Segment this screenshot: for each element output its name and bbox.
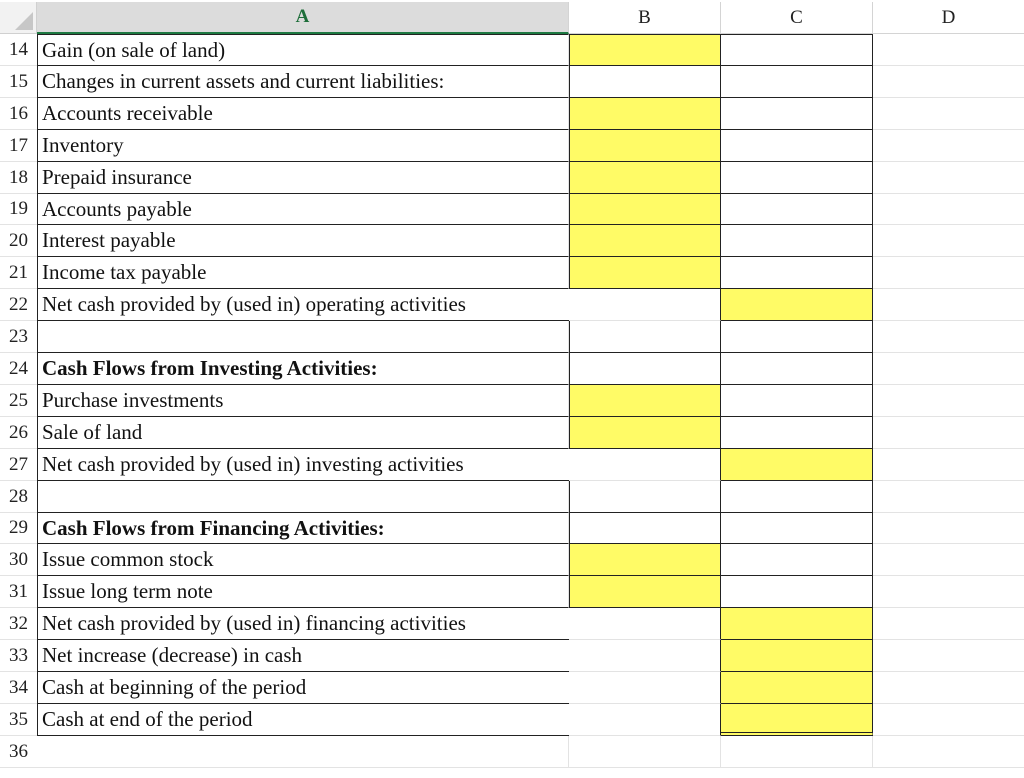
cell-empty-d[interactable] bbox=[873, 162, 1024, 194]
cell-amount-c[interactable] bbox=[721, 513, 873, 544]
cell-amount-c[interactable] bbox=[721, 449, 873, 481]
column-header-c[interactable]: C bbox=[721, 2, 873, 34]
cell-label[interactable]: Issue common stock bbox=[37, 544, 569, 576]
row-header[interactable]: 24 bbox=[0, 353, 37, 385]
cell-amount-c[interactable] bbox=[721, 66, 873, 98]
cell-amount-c[interactable] bbox=[721, 544, 873, 576]
cell-empty-d[interactable] bbox=[873, 385, 1024, 417]
row-header[interactable]: 14 bbox=[0, 34, 37, 66]
cell-amount-b[interactable] bbox=[569, 640, 721, 672]
cell-amount-b[interactable] bbox=[569, 225, 721, 257]
cell-label[interactable]: Prepaid insurance bbox=[37, 162, 569, 194]
cell-label[interactable]: Changes in current assets and current liabilities: bbox=[37, 66, 569, 98]
row-header[interactable]: 19 bbox=[0, 194, 37, 225]
cell-amount-b[interactable] bbox=[569, 736, 721, 768]
cell-label[interactable] bbox=[37, 321, 569, 353]
cell-empty-d[interactable] bbox=[873, 66, 1024, 98]
cell-empty-d[interactable] bbox=[873, 289, 1024, 321]
cell-amount-b[interactable] bbox=[569, 481, 721, 513]
cell-empty-d[interactable] bbox=[873, 704, 1024, 736]
cell-empty-d[interactable] bbox=[873, 449, 1024, 481]
cell-label[interactable]: Inventory bbox=[37, 130, 569, 162]
row-header[interactable]: 30 bbox=[0, 544, 37, 576]
cell-empty-d[interactable] bbox=[873, 481, 1024, 513]
cell-label[interactable]: Income tax payable bbox=[37, 257, 569, 289]
cell-empty-d[interactable] bbox=[873, 130, 1024, 162]
row-header[interactable]: 25 bbox=[0, 385, 37, 417]
column-header-d[interactable]: D bbox=[873, 2, 1024, 34]
cell-amount-b[interactable] bbox=[569, 576, 721, 608]
cell-amount-c[interactable] bbox=[721, 385, 873, 417]
cell-amount-b[interactable] bbox=[569, 513, 721, 544]
cell-amount-c[interactable] bbox=[721, 353, 873, 385]
cell-label[interactable]: Purchase investments bbox=[37, 385, 569, 417]
cell-amount-c[interactable] bbox=[721, 98, 873, 130]
row-header[interactable]: 34 bbox=[0, 672, 37, 704]
cell-label[interactable]: Cash Flows from Investing Activities: bbox=[37, 353, 569, 385]
cell-amount-c[interactable] bbox=[721, 225, 873, 257]
cell-empty-d[interactable] bbox=[873, 672, 1024, 704]
row-header[interactable]: 18 bbox=[0, 162, 37, 194]
column-header-b[interactable]: B bbox=[569, 2, 721, 34]
cell-empty-d[interactable] bbox=[873, 34, 1024, 66]
cell-amount-b[interactable] bbox=[569, 321, 721, 353]
cell-amount-b[interactable] bbox=[569, 66, 721, 98]
cell-amount-b[interactable] bbox=[569, 608, 721, 640]
cell-amount-c[interactable] bbox=[721, 257, 873, 289]
cell-empty-d[interactable] bbox=[873, 321, 1024, 353]
cell-empty-d[interactable] bbox=[873, 513, 1024, 544]
cell-label[interactable]: Cash Flows from Financing Activities: bbox=[37, 513, 569, 544]
cell-amount-c[interactable] bbox=[721, 162, 873, 194]
cell-label[interactable] bbox=[37, 736, 569, 768]
cell-amount-b[interactable] bbox=[569, 544, 721, 576]
cell-amount-c[interactable] bbox=[721, 608, 873, 640]
cell-amount-b[interactable] bbox=[569, 162, 721, 194]
cell-empty-d[interactable] bbox=[873, 576, 1024, 608]
row-header[interactable]: 29 bbox=[0, 513, 37, 544]
cell-label[interactable]: Net cash provided by (used in) operating activities bbox=[37, 289, 569, 321]
cell-empty-d[interactable] bbox=[873, 225, 1024, 257]
cell-empty-d[interactable] bbox=[873, 640, 1024, 672]
cell-amount-c[interactable] bbox=[721, 130, 873, 162]
cell-amount-c[interactable] bbox=[721, 417, 873, 449]
cell-amount-b[interactable] bbox=[569, 34, 721, 66]
cell-label[interactable] bbox=[37, 481, 569, 513]
cell-amount-c[interactable] bbox=[721, 194, 873, 225]
cell-amount-c[interactable] bbox=[721, 576, 873, 608]
cell-amount-c[interactable] bbox=[721, 704, 873, 736]
cell-amount-c[interactable] bbox=[721, 321, 873, 353]
cell-empty-d[interactable] bbox=[873, 417, 1024, 449]
cell-label[interactable]: Net increase (decrease) in cash bbox=[37, 640, 569, 672]
row-header[interactable]: 17 bbox=[0, 130, 37, 162]
row-header[interactable]: 22 bbox=[0, 289, 37, 321]
cell-empty-d[interactable] bbox=[873, 544, 1024, 576]
row-header[interactable]: 32 bbox=[0, 608, 37, 640]
cell-amount-c[interactable] bbox=[721, 34, 873, 66]
cell-amount-b[interactable] bbox=[569, 130, 721, 162]
row-header[interactable]: 21 bbox=[0, 257, 37, 289]
cell-amount-b[interactable] bbox=[569, 257, 721, 289]
row-header[interactable]: 16 bbox=[0, 98, 37, 130]
cell-amount-c[interactable] bbox=[721, 481, 873, 513]
cell-label[interactable]: Issue long term note bbox=[37, 576, 569, 608]
row-header[interactable]: 27 bbox=[0, 449, 37, 481]
cell-empty-d[interactable] bbox=[873, 736, 1024, 768]
cell-amount-c[interactable] bbox=[721, 289, 873, 321]
cell-empty-d[interactable] bbox=[873, 98, 1024, 130]
cell-amount-b[interactable] bbox=[569, 417, 721, 449]
row-header[interactable]: 23 bbox=[0, 321, 37, 353]
cell-amount-b[interactable] bbox=[569, 353, 721, 385]
cell-amount-b[interactable] bbox=[569, 672, 721, 704]
cell-label[interactable]: Accounts receivable bbox=[37, 98, 569, 130]
row-header[interactable]: 31 bbox=[0, 576, 37, 608]
row-header[interactable]: 15 bbox=[0, 66, 37, 98]
cell-amount-b[interactable] bbox=[569, 289, 721, 321]
row-header[interactable]: 36 bbox=[0, 736, 37, 768]
cell-amount-b[interactable] bbox=[569, 98, 721, 130]
cell-label[interactable]: Interest payable bbox=[37, 225, 569, 257]
cell-label[interactable]: Sale of land bbox=[37, 417, 569, 449]
cell-label[interactable]: Gain (on sale of land) bbox=[37, 34, 569, 66]
cell-label[interactable]: Net cash provided by (used in) financing activities bbox=[37, 608, 569, 640]
cell-amount-b[interactable] bbox=[569, 449, 721, 481]
cell-empty-d[interactable] bbox=[873, 353, 1024, 385]
cell-label[interactable]: Cash at end of the period bbox=[37, 704, 569, 736]
column-header-a[interactable]: A bbox=[37, 2, 569, 34]
row-header[interactable]: 28 bbox=[0, 481, 37, 513]
cell-label[interactable]: Accounts payable bbox=[37, 194, 569, 225]
cell-amount-b[interactable] bbox=[569, 194, 721, 225]
cell-empty-d[interactable] bbox=[873, 194, 1024, 225]
cell-amount-c[interactable] bbox=[721, 640, 873, 672]
row-header[interactable]: 20 bbox=[0, 225, 37, 257]
row-header[interactable]: 26 bbox=[0, 417, 37, 449]
cell-label[interactable]: Cash at beginning of the period bbox=[37, 672, 569, 704]
cell-label[interactable]: Net cash provided by (used in) investing activities bbox=[37, 449, 569, 481]
row-header[interactable]: 33 bbox=[0, 640, 37, 672]
cell-amount-b[interactable] bbox=[569, 704, 721, 736]
row-header[interactable]: 35 bbox=[0, 704, 37, 736]
cell-amount-c[interactable] bbox=[721, 672, 873, 704]
cell-amount-b[interactable] bbox=[569, 385, 721, 417]
select-all-corner[interactable] bbox=[0, 2, 37, 34]
cell-empty-d[interactable] bbox=[873, 608, 1024, 640]
cell-empty-d[interactable] bbox=[873, 257, 1024, 289]
cell-amount-c[interactable] bbox=[721, 736, 873, 768]
select-all-triangle-icon bbox=[15, 12, 33, 30]
